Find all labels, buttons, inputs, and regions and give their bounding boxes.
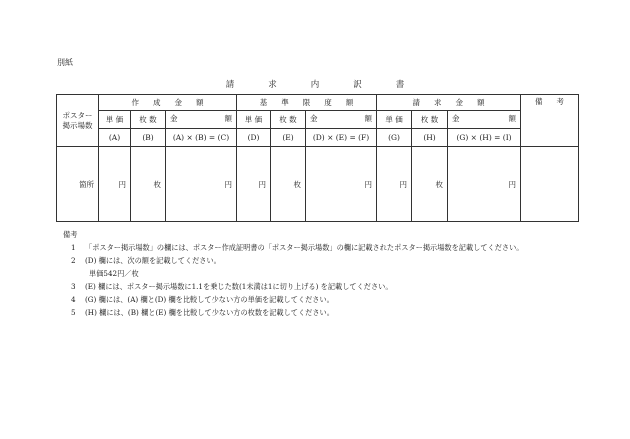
- entry-unit-price-a[interactable]: 円: [99, 147, 131, 222]
- note-sub-item: 単価542円／枚: [89, 269, 139, 278]
- note-item: [63, 280, 523, 293]
- title-char: 書: [395, 80, 405, 90]
- note-number: 5: [71, 308, 76, 317]
- note-text: (E) 欄には、ポスター掲示場数に1.1を乗じた数(1未満は1に切り上げる) を記載してください。: [85, 282, 393, 291]
- code-e: (E): [271, 129, 306, 147]
- code-i: (G) × (H) = (I): [448, 129, 521, 147]
- group-char: 作: [131, 97, 139, 107]
- subheader-unit-price-g: 単 価: [377, 111, 412, 129]
- note-number: 2: [71, 256, 76, 265]
- entry-amount-i[interactable]: 円: [448, 147, 521, 222]
- note-number: 3: [71, 282, 76, 291]
- amount-left-char: 金: [170, 114, 178, 123]
- code-c: (A) × (B) = (C): [166, 129, 237, 147]
- notes-title: 備考: [63, 230, 78, 239]
- group-char: 準: [281, 97, 289, 107]
- annex-label: 別紙: [57, 58, 73, 67]
- title-char: 求: [268, 80, 277, 90]
- note-number: 1: [71, 243, 76, 252]
- group-char: 金: [455, 97, 464, 107]
- code-g: (G): [377, 129, 412, 147]
- entry-unit-price-d[interactable]: 円: [237, 147, 271, 222]
- group-header-remarks: [521, 95, 579, 147]
- group-char: 額: [196, 97, 204, 107]
- subheader-unit-price-d: 単 価: [237, 111, 271, 129]
- notes-section: [63, 228, 523, 319]
- subheader-amount-f: [306, 111, 377, 129]
- amount-left-char: 金: [310, 114, 318, 123]
- row-header-label: ポスター掲示場数: [62, 110, 93, 130]
- entry-remarks[interactable]: [521, 147, 579, 222]
- note-text: 「ポスター掲示場数」の欄には、ポスター作成証明書の「ポスター掲示場数」の欄に記載されたポスター掲示場数を記載してください。: [85, 243, 524, 252]
- note-text: (D) 欄には、次の額を記載してください。: [85, 256, 221, 265]
- claim-breakdown-table: [56, 94, 579, 222]
- entry-amount-c[interactable]: 円: [166, 147, 237, 222]
- group-header-claim-amount: [377, 95, 521, 111]
- group-header-creation-amount: [99, 95, 237, 111]
- entry-unit-price-g[interactable]: 円: [377, 147, 412, 222]
- group-char: 基: [259, 97, 268, 107]
- subheader-amount-i: [448, 111, 521, 129]
- group-char: 額: [477, 97, 485, 107]
- subheader-unit-price-a: 単 価: [99, 111, 131, 129]
- note-item: [63, 306, 523, 319]
- group-char: 度: [324, 97, 332, 107]
- note-item: [63, 241, 523, 254]
- code-f: (D) × (E) = (F): [306, 129, 377, 147]
- row-header-poster-sites: [57, 95, 99, 147]
- code-h: (H): [412, 129, 448, 147]
- subheader-quantity-e: 枚 数: [271, 111, 306, 129]
- note-item: [63, 293, 523, 306]
- group-char: 請: [412, 97, 421, 107]
- entry-poster-sites[interactable]: 箇所: [57, 147, 99, 222]
- document-title: [0, 78, 630, 90]
- note-text: (H) 欄には、(B) 欄と(E) 欄を比較して少ない方の枚数を記載してください。: [85, 308, 334, 317]
- title-char: 請: [225, 80, 235, 90]
- entry-quantity-b[interactable]: 枚: [131, 147, 166, 222]
- amount-right-char: 額: [224, 114, 232, 123]
- amount-left-char: 金: [452, 114, 460, 123]
- group-char: 額: [345, 97, 354, 107]
- entry-amount-f[interactable]: 円: [306, 147, 377, 222]
- group-char: 限: [302, 97, 311, 107]
- note-number: 4: [71, 295, 76, 304]
- amount-right-char: 額: [364, 114, 373, 123]
- title-char: 訳: [353, 80, 362, 90]
- amount-right-char: 額: [508, 114, 517, 123]
- code-a: (A): [99, 129, 131, 147]
- group-char: 考: [556, 97, 565, 106]
- group-char: 求: [434, 97, 442, 107]
- code-d: (D): [237, 129, 271, 147]
- group-char: 金: [174, 97, 182, 107]
- code-b: (B): [131, 129, 166, 147]
- group-header-standard-limit: [237, 95, 377, 111]
- title-char: 内: [310, 80, 320, 90]
- subheader-amount-c: [166, 111, 237, 129]
- entry-quantity-e[interactable]: 枚: [271, 147, 306, 222]
- entry-quantity-h[interactable]: 枚: [412, 147, 448, 222]
- subheader-quantity-h: 枚 数: [412, 111, 448, 129]
- subheader-quantity-b: 枚 数: [131, 111, 166, 129]
- note-item: [63, 254, 523, 267]
- note-text: (G) 欄には、(A) 欄と(D) 欄を比較して少ない方の単価を記載してください。: [85, 295, 334, 304]
- group-char: 成: [153, 97, 161, 107]
- group-char: 備: [535, 97, 543, 106]
